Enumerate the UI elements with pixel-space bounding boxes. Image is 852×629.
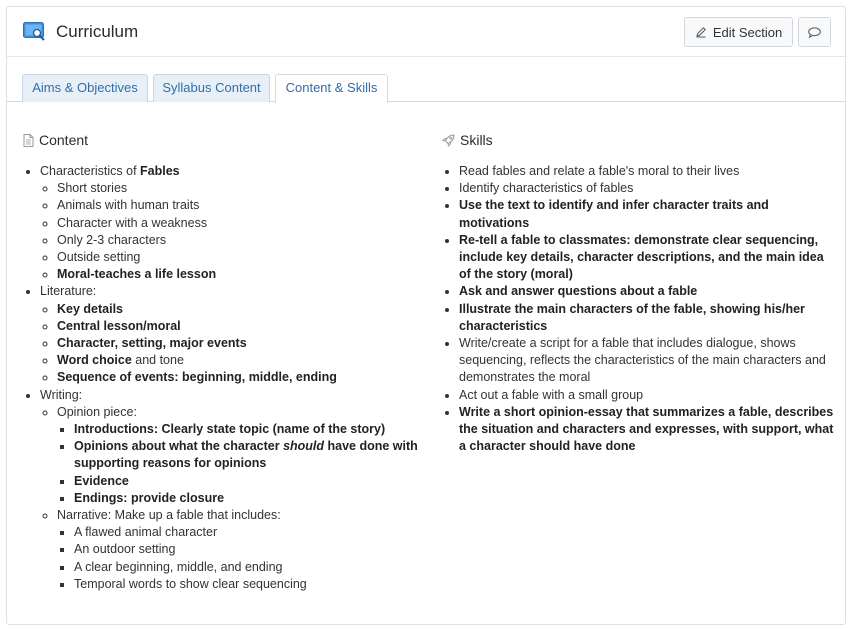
list-item: ▪ Temporal words to show clear sequencing <box>74 576 423 593</box>
content-heading <box>23 131 423 149</box>
content-list <box>23 163 423 593</box>
comment-button[interactable] <box>798 17 831 47</box>
list-item: • Ask and answer questions about a fable <box>459 283 837 300</box>
list-item: • Characteristics of Fables ◦ Short stories ◦ Animals with human traits ◦ Character with a weakness ◦ Only 2-3 characters ◦ Outside setting ◦ Moral-teaches a life lesson <box>40 163 423 283</box>
list-item: • Re-tell a fable to classmates: demonstrate clear sequencing, include key details, character descriptions, and the main idea of the story (moral) <box>459 232 837 284</box>
list-item: ◦ Narrative: Make up a fable that includes: ▪ A flawed animal character ▪ An outdoor setting ▪ A clear beginning, middle, and ending ▪ Temporal words to show clear sequencing <box>57 507 423 593</box>
list-item: ▪ A clear beginning, middle, and ending <box>74 559 423 576</box>
tab-syllabus-content[interactable]: Syllabus Content <box>153 74 270 102</box>
document-icon <box>23 134 34 147</box>
panel-header <box>7 7 845 57</box>
list-item: • Illustrate the main characters of the fable, showing his/her characteristics <box>459 301 837 335</box>
list-item: ◦ Only 2-3 characters <box>57 232 423 249</box>
comment-icon <box>808 27 821 38</box>
rocket-icon <box>442 134 455 147</box>
tab-aims-objectives[interactable]: Aims & Objectives <box>22 74 148 102</box>
list-item: ◦ Key details <box>57 301 423 318</box>
list-item: ▪ Opinions about what the character should have done with supporting reasons for opinions <box>74 438 423 472</box>
edit-section-button[interactable] <box>684 17 793 47</box>
list-item: • Use the text to identify and infer character traits and motivations <box>459 197 837 231</box>
list-item: ▪ Evidence <box>74 473 423 490</box>
skills-column <box>442 131 837 455</box>
tab-bar <box>7 57 845 102</box>
pencil-icon <box>695 26 707 38</box>
list-item: ◦ Word choice and tone <box>57 352 423 369</box>
list-item: ◦ Outside setting <box>57 249 423 266</box>
list-item: ▪ An outdoor setting <box>74 541 423 558</box>
list-item: • Writing: ◦ Opinion piece: ▪ Introductions: Clearly state topic (name of the story) ▪ Opinions about what the character should have done with supporting reasons for opinions ▪ Evidence ▪ Endings: provide closure ◦ Narrative: Make up a fable that includes: ▪ A flawed animal character ▪ An outdoor setting ▪ A clear beginning, middle, and ending ▪ Temporal words to show clear sequencing <box>40 387 423 593</box>
list-item: • Write a short opinion-essay that summarizes a fable, describes the situation and characters and expresses, with support, what a character should have done <box>459 404 837 456</box>
list-item: ▪ Endings: provide closure <box>74 490 423 507</box>
list-item: • Act out a fable with a small group <box>459 387 837 404</box>
list-item: • Read fables and relate a fable's moral to their lives <box>459 163 837 180</box>
list-item: ◦ Animals with human traits <box>57 197 423 214</box>
list-item: ▪ Introductions: Clearly state topic (name of the story) <box>74 421 423 438</box>
list-item: ◦ Sequence of events: beginning, middle, ending <box>57 369 423 386</box>
content-column <box>23 131 423 593</box>
edit-section-label: Edit Section <box>712 24 783 40</box>
curriculum-icon <box>23 22 46 41</box>
list-item: ◦ Moral-teaches a life lesson <box>57 266 423 283</box>
skills-heading <box>442 131 837 149</box>
skills-list <box>442 163 837 455</box>
list-item: • Literature: ◦ Key details ◦ Central lesson/moral ◦ Character, setting, major events ◦ Word choice and tone ◦ Sequence of events: beginning, middle, ending <box>40 283 423 386</box>
curriculum-panel <box>6 6 846 625</box>
list-item: ◦ Character, setting, major events <box>57 335 423 352</box>
list-item: ◦ Short stories <box>57 180 423 197</box>
list-item: ◦ Opinion piece: ▪ Introductions: Clearly state topic (name of the story) ▪ Opinions about what the character should have done with supporting reasons for opinions ▪ Evidence ▪ Endings: provide closure <box>57 404 423 507</box>
list-item: ◦ Central lesson/moral <box>57 318 423 335</box>
content-title: Content <box>39 132 89 148</box>
page-title: Curriculum <box>56 22 139 41</box>
list-item: • Write/create a script for a fable that includes dialogue, shows sequencing, reflects the characteristics of the main characters and demonstrates the moral <box>459 335 837 387</box>
tab-content-skills[interactable]: Content & Skills <box>275 74 388 103</box>
list-item: ◦ Character with a weakness <box>57 215 423 232</box>
list-item: ▪ A flawed animal character <box>74 524 423 541</box>
skills-title: Skills <box>460 132 493 148</box>
list-item: • Identify characteristics of fables <box>459 180 837 197</box>
